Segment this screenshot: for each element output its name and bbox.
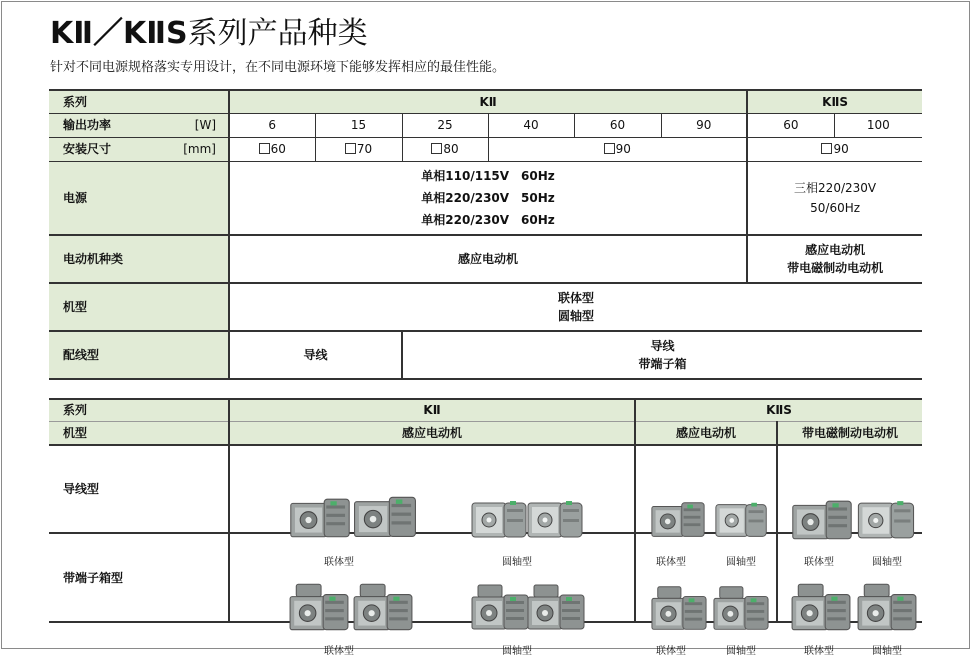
model-label: 机型 [49, 283, 229, 331]
motor-type-label: 电动机种类 [49, 235, 229, 283]
motor-unit-image [790, 582, 852, 634]
size-k2s-90 [747, 137, 922, 161]
supply-line: 单相110/115V 60Hz [421, 168, 555, 183]
power-k2-6: 6 [229, 113, 315, 137]
lead-type-label: 导线型 [49, 445, 229, 533]
page-title [50, 16, 368, 52]
motor-round-image [526, 497, 586, 543]
motor-unit-image [650, 584, 708, 634]
wiring-label: 配线型 [49, 331, 229, 379]
power-k2-15: 15 [315, 113, 402, 137]
motor-unit-image [288, 582, 350, 634]
wiring-lead: 导线 [229, 331, 402, 379]
size-k2-70 [315, 137, 402, 161]
product-spec-table [49, 89, 922, 380]
motor-type-k2s [747, 235, 922, 283]
power-k2s-100: 100 [834, 113, 922, 137]
output-power-label [49, 113, 229, 137]
square-icon [259, 143, 270, 154]
series-k2-2: KⅡ [229, 399, 635, 421]
power-k2-25: 25 [402, 113, 488, 137]
size-k2-80 [402, 137, 488, 161]
k2-motor-type: 感应电动机 [229, 421, 635, 445]
model-line: 圆轴型 [558, 309, 595, 323]
series-label-2: 系列 [49, 399, 229, 421]
mount-size-label [49, 137, 229, 161]
series-label: 系列 [49, 90, 229, 113]
caption-round: 圆轴型 [502, 557, 532, 568]
caption-round: 圆轴型 [872, 557, 902, 568]
model-values [229, 283, 922, 331]
power-supply-k2s [747, 161, 922, 235]
series-k2s-2: KⅡS [635, 399, 922, 421]
model-line: 联体型 [558, 291, 595, 305]
k2-lead-images [229, 445, 635, 568]
power-k2s-60: 60 [747, 113, 834, 137]
mount-size-text: 安装尺寸 [63, 142, 112, 156]
caption-unit: 联体型 [656, 557, 686, 568]
motor-type-k2: 感应电动机 [229, 235, 747, 283]
motor-round-image [526, 582, 586, 634]
power-k2-90: 90 [661, 113, 747, 137]
motor-unit-image [352, 582, 414, 634]
power-supply-k2 [229, 161, 747, 235]
series-k2: KⅡ [229, 90, 747, 113]
power-supply-label: 电源 [49, 161, 229, 235]
product-image-table [49, 398, 922, 657]
caption-unit: 联体型 [804, 557, 834, 568]
square-icon [604, 143, 615, 154]
motor-round-image [714, 499, 770, 542]
supply-line: 50/60Hz [810, 200, 861, 215]
supply-line: 单相220/230V 60Hz [421, 212, 555, 227]
caption-unit: 联体型 [656, 645, 686, 657]
size-value: 80 [443, 142, 459, 156]
terminal-box-type-label: 带端子箱型 [63, 570, 124, 585]
square-icon [431, 143, 442, 154]
motor-round-image [712, 584, 770, 634]
size-k2-60 [229, 137, 315, 161]
power-k2-60: 60 [574, 113, 661, 137]
wiring-line: 带端子箱 [638, 357, 687, 371]
motor-type-line: 带电磁制动电动机 [787, 261, 884, 275]
motor-round-image [470, 497, 530, 543]
k2s-induction-terminal-images [635, 533, 777, 657]
mount-size-unit: [mm] [183, 142, 216, 156]
caption-round: 圆轴型 [726, 557, 756, 568]
size-value: 60 [270, 142, 286, 156]
wiring-line: 导线 [650, 339, 675, 353]
k2s-induction-type: 感应电动机 [635, 421, 777, 445]
k2s-induction-lead-images [635, 445, 777, 568]
motor-round-image [470, 582, 530, 634]
motor-unit-image [790, 497, 854, 545]
output-power-unit: [W] [194, 118, 216, 132]
k2s-brake-terminal-images [777, 533, 922, 657]
series-k2s: KⅡS [747, 90, 922, 113]
title-series: KⅡ／KⅡS [50, 16, 188, 51]
size-value: 90 [615, 142, 631, 156]
supply-line: 单相220/230V 50Hz [421, 190, 555, 205]
power-k2-40: 40 [488, 113, 574, 137]
size-k2-90 [488, 137, 747, 161]
page-subtitle: 针对不同电源规格落实专用设计，在不同电源环境下能够发挥相应的最佳性能。 [50, 60, 506, 75]
square-icon [821, 143, 832, 154]
model-label-2: 机型 [49, 421, 229, 445]
size-value: 70 [356, 142, 373, 156]
k2-terminal-images [229, 533, 635, 657]
motor-round-image [856, 497, 918, 544]
motor-unit-image [288, 495, 352, 543]
motor-type-line: 感应电动机 [805, 243, 866, 257]
caption-round: 圆轴型 [872, 645, 902, 657]
size-value: 90 [833, 142, 849, 156]
wiring-other [402, 331, 922, 379]
caption-round: 圆轴型 [726, 645, 756, 657]
k2s-brake-type: 带电磁制动电动机 [777, 421, 922, 445]
caption-unit: 联体型 [324, 557, 354, 568]
output-power-text: 输出功率 [63, 118, 112, 132]
caption-unit: 联体型 [324, 645, 354, 657]
caption-unit: 联体型 [804, 645, 834, 657]
square-icon [345, 143, 356, 154]
k2s-brake-lead-images [777, 445, 922, 568]
supply-line: 三相220/230V [794, 180, 877, 195]
motor-round-image [856, 582, 918, 634]
caption-round: 圆轴型 [502, 645, 532, 657]
title-suffix: 系列产品种类 [187, 16, 368, 51]
motor-unit-image [650, 499, 706, 542]
motor-unit-image [352, 493, 418, 543]
